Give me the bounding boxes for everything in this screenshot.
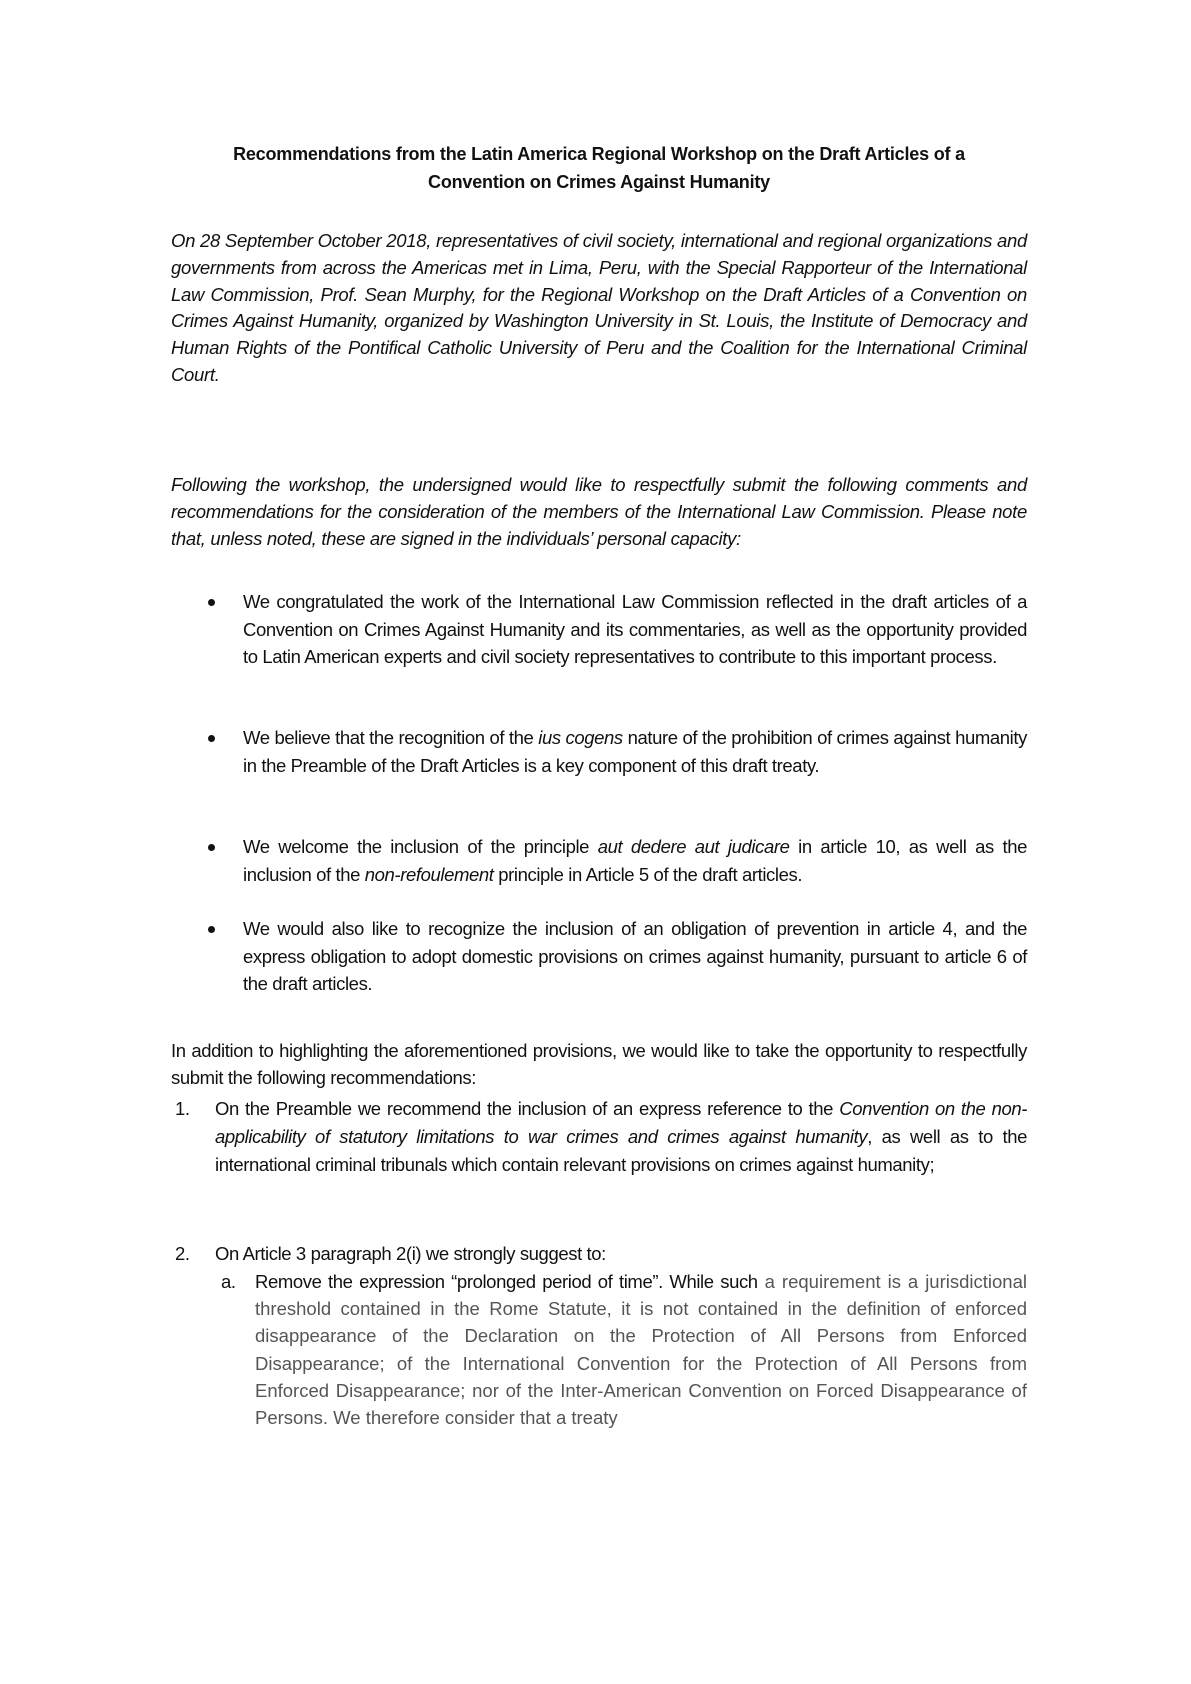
comments-bullet-list <box>171 724 1027 779</box>
bullet-text-before: We welcome the inclusion of the principle <box>243 836 598 857</box>
bullet-text-after: nature of the prohibition of crimes against humanity in the Preamble of the Draft Articles is a key component of this draft treaty. <box>243 727 1027 776</box>
bullet-text-middle: in article 10, as well as the inclusion of the <box>243 836 1028 885</box>
comments-bullet-list <box>171 915 1027 998</box>
bullet-item <box>171 588 1027 671</box>
recommendation-number: 2. <box>175 1243 190 1264</box>
bullet-text-after: principle in Article 5 of the draft articles. <box>493 863 803 885</box>
bullet-item <box>171 724 1027 779</box>
comments-bullet-list <box>171 588 1027 671</box>
bullet-icon <box>208 735 215 742</box>
recommendation-text: On Article 3 paragraph 2(i) we strongly suggest to: <box>215 1243 606 1264</box>
recommendation-item <box>171 1095 1027 1178</box>
recommendation-sub-item <box>215 1268 1027 1431</box>
sub-item-text: Remove the expression “prolonged period of time”. While such <box>255 1271 758 1292</box>
document-title <box>171 140 1027 196</box>
sub-item-letter: a. <box>221 1271 236 1292</box>
bullet-text: We would also like to recognize the inclusion of an obligation of prevention in article 4, and the express obligation to adopt domestic provisions on crimes against humanity, pursuant to article 6 of the draft articles. <box>243 918 1027 994</box>
sub-item-text-continued: a requirement is a jurisdictional threshold contained in the Rome Statute, it is not contained in the definition of enforced disappearance of the Declaration on the Protection of All Persons from Enforced Disappearance; of the International Convention for the Protection of All Persons from Enforced Disappearance; nor of the Inter-American Convention on Forced Disappearance of Persons. We therefore consider that a treaty <box>255 1271 1027 1429</box>
bullet-item <box>171 833 1027 888</box>
bullet-text-italic: ius cogens <box>538 727 623 748</box>
addition-paragraph: In addition to highlighting the aforementioned provisions, we would like to take the opportunity to respectfully submit the following recommendations: <box>171 1040 1027 1088</box>
recommendation-item <box>171 1240 1027 1268</box>
bullet-icon <box>208 599 215 606</box>
bullet-icon <box>208 844 215 851</box>
title-line-2: Convention on Crimes Against Humanity <box>428 172 770 192</box>
bullet-text: We congratulated the work of the International Law Commission reflected in the draft articles of a Convention on Crimes Against Humanity and its commentaries, as well as the opportunity provided to Latin American experts and civil society representatives to contribute to this important process. <box>243 591 1027 667</box>
intro-paragraph: On 28 September October 2018, representatives of civil society, international and regional organizations and governments from across the Americas met in Lima, Peru, with the Special Rapporteur of the International Law Commission, Prof. Sean Murphy, for the Regional Workshop on the Draft Articles of a Convention on Crimes Against Humanity, organized by Washington University in St. Louis, the Institute of Democracy and Human Rights of the Pontifical Catholic University of Peru and the Coalition for the International Criminal Court. <box>171 230 1027 385</box>
recommendation-text-before: On the Preamble we recommend the inclusion of an express reference to the <box>215 1098 840 1119</box>
bullet-icon <box>208 926 215 933</box>
title-line-1: Recommendations from the Latin America Regional Workshop on the Draft Articles of a <box>233 144 965 164</box>
bullet-item <box>171 915 1027 998</box>
bullet-text-before: We believe that the recognition of the <box>243 727 539 748</box>
following-paragraph: Following the workshop, the undersigned would like to respectfully submit the following comments and recommendations for the consideration of the members of the International Law Commission. Please note that, unless noted, these are signed in the individuals’ personal capacity: <box>171 474 1027 549</box>
bullet-text-italic: aut dedere aut judicare <box>597 836 790 857</box>
comments-bullet-list <box>171 833 1027 888</box>
recommendation-text-after: , as well as to the international criminal tribunals which contain relevant provisions on crimes against humanity; <box>215 1125 1027 1175</box>
recommendation-number: 1. <box>175 1098 190 1119</box>
bullet-text-italic-2: non-refoulement <box>364 863 494 885</box>
recommendation-text-italic: Convention on the non-applicability of statutory limitations to war crimes and crimes against humanity <box>215 1098 1027 1147</box>
